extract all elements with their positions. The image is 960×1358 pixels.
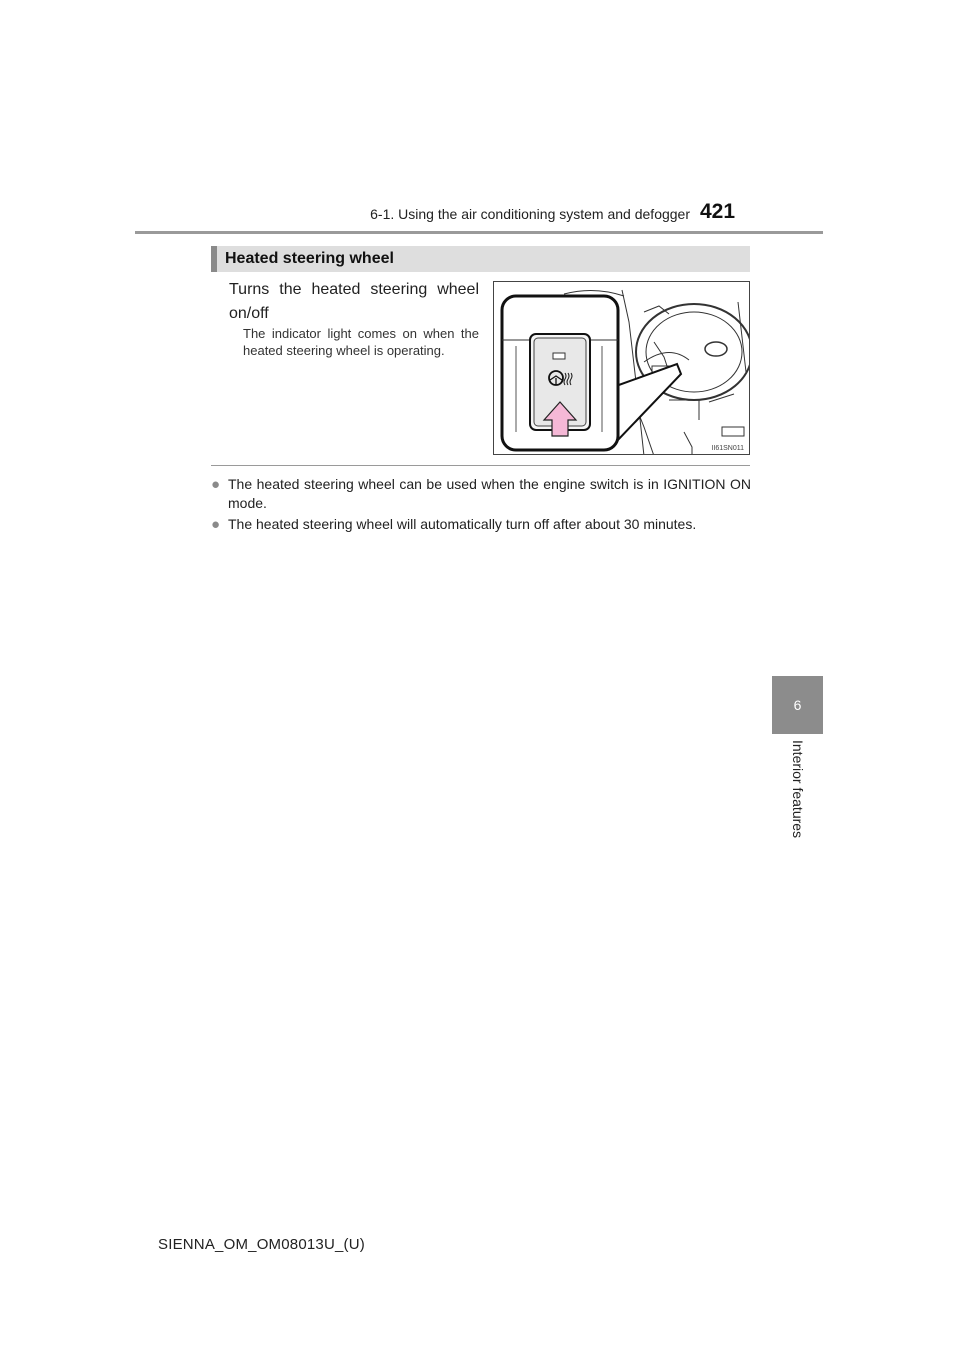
note-item	[211, 515, 751, 534]
note-item	[211, 475, 751, 513]
header-title: 6-1. Using the air conditioning system and defogger	[370, 206, 690, 222]
header-rule	[135, 231, 823, 234]
switch-illustration-drawing	[494, 282, 750, 455]
document-id: SIENNA_OM_OM08013U_(U)	[158, 1236, 365, 1253]
section-divider	[211, 465, 750, 466]
page-number: 421	[700, 200, 736, 223]
switch-illustration	[493, 281, 750, 455]
bullet-icon: ●	[211, 516, 221, 533]
section-heading: Heated steering wheel	[225, 250, 394, 267]
note-text: The heated steering wheel will automatically turn off after about 30 minutes.	[228, 516, 697, 532]
note-text: The heated steering wheel can be used when the engine switch is in IGNITION ON mode.	[228, 476, 751, 511]
chapter-label	[772, 740, 823, 850]
bullet-icon: ●	[211, 476, 221, 493]
chapter-tab: 6	[772, 676, 823, 734]
section-heading-bar	[211, 246, 750, 272]
chapter-label-text: Interior features	[789, 740, 806, 839]
instruction-text: Turns the heated steering wheel on/off	[229, 281, 479, 322]
instruction-detail: The indicator light comes on when the heated steering wheel is operating.	[243, 326, 479, 358]
figure-code: II61SN011	[711, 445, 744, 452]
